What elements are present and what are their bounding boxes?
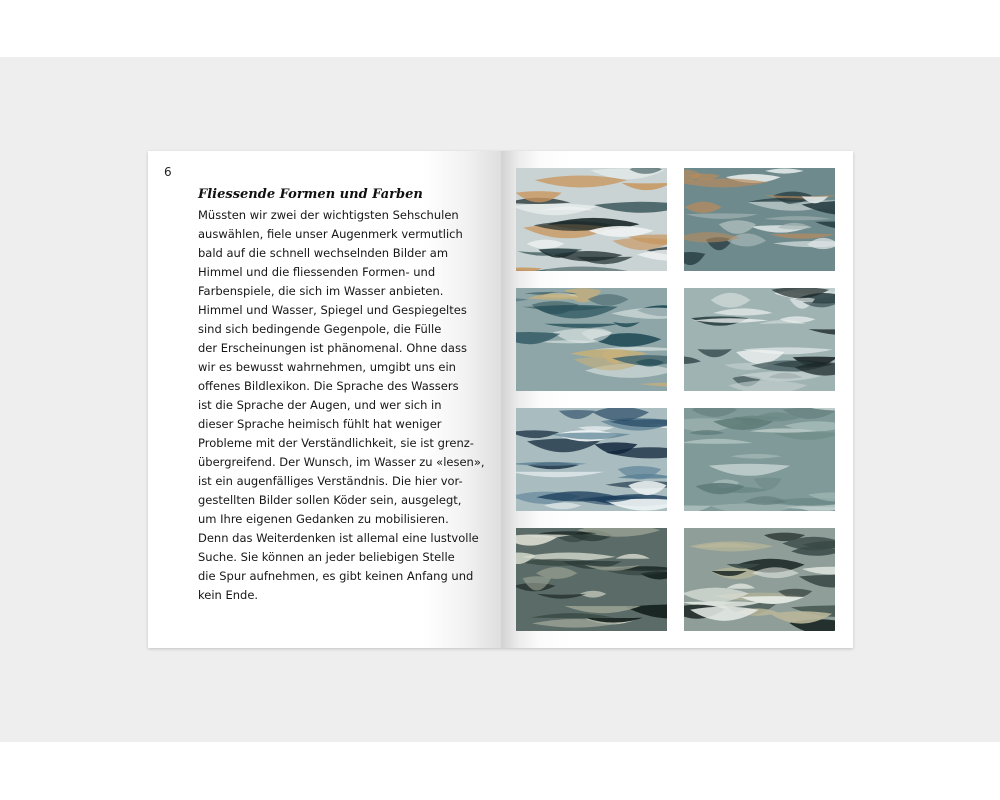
text-line: Himmel und Wasser, Spiegel und Gespiegeltes [198,303,467,317]
text-line: der Erscheinungen ist phänomenal. Ohne dass [198,341,467,355]
water-reflection-photo-2 [684,168,835,271]
text-line: die Spur aufnehmen, es gibt keinen Anfang und [198,569,474,583]
body-text [198,206,488,605]
text-line: wir es bewusst wahrnehmen, umgibt uns ein [198,360,456,374]
water-reflection-photo-3 [516,288,667,391]
text-line: Denn das Weiterdenken ist allemal eine lustvolle [198,531,479,545]
text-line: Himmel und die fliessenden Formen- und [198,265,436,279]
text-line: Farbenspiele, die sich im Wasser anbieten. [198,284,444,298]
page-number: 6 [164,165,172,179]
water-reflection-photo-7 [516,528,667,631]
text-line: kein Ende. [198,588,259,602]
left-page [148,151,501,648]
page-heading: Fliessende Formen und Farben [198,187,423,202]
text-line: ist die Sprache der Augen, und wer sich in [198,398,442,412]
text-line: ist ein augenfälliges Verständnis. Die hier vor- [198,474,463,488]
text-line: Suche. Sie können an jeder beliebigen Stelle [198,550,455,564]
water-reflection-photo-8 [684,528,835,631]
text-line: auswählen, fiele unser Augenmerk vermutlich [198,227,463,241]
text-line: gestellten Bilder sollen Köder sein, ausgelegt, [198,493,462,507]
right-page [501,151,853,648]
water-reflection-photo-1 [516,168,667,271]
text-line: übergreifend. Der Wunsch, im Wasser zu «lesen», [198,455,485,469]
text-line: bald auf die schnell wechselnden Bilder am [198,246,449,260]
text-line: Müssten wir zwei der wichtigsten Sehschulen [198,208,459,222]
text-line: sind sich bedingende Gegenpole, die Fülle [198,322,442,336]
open-book [148,151,853,648]
water-reflection-photo-4 [684,288,835,391]
text-line: offenes Bildlexikon. Die Sprache des Wassers [198,379,459,393]
water-reflection-photo-5 [516,408,667,511]
text-line: Probleme mit der Verständlichkeit, sie ist grenz- [198,436,474,450]
water-reflection-photo-6 [684,408,835,511]
text-line: dieser Sprache heimisch fühlt hat weniger [198,417,442,431]
text-line: um Ihre eigenen Gedanken zu mobilisieren. [198,512,449,526]
